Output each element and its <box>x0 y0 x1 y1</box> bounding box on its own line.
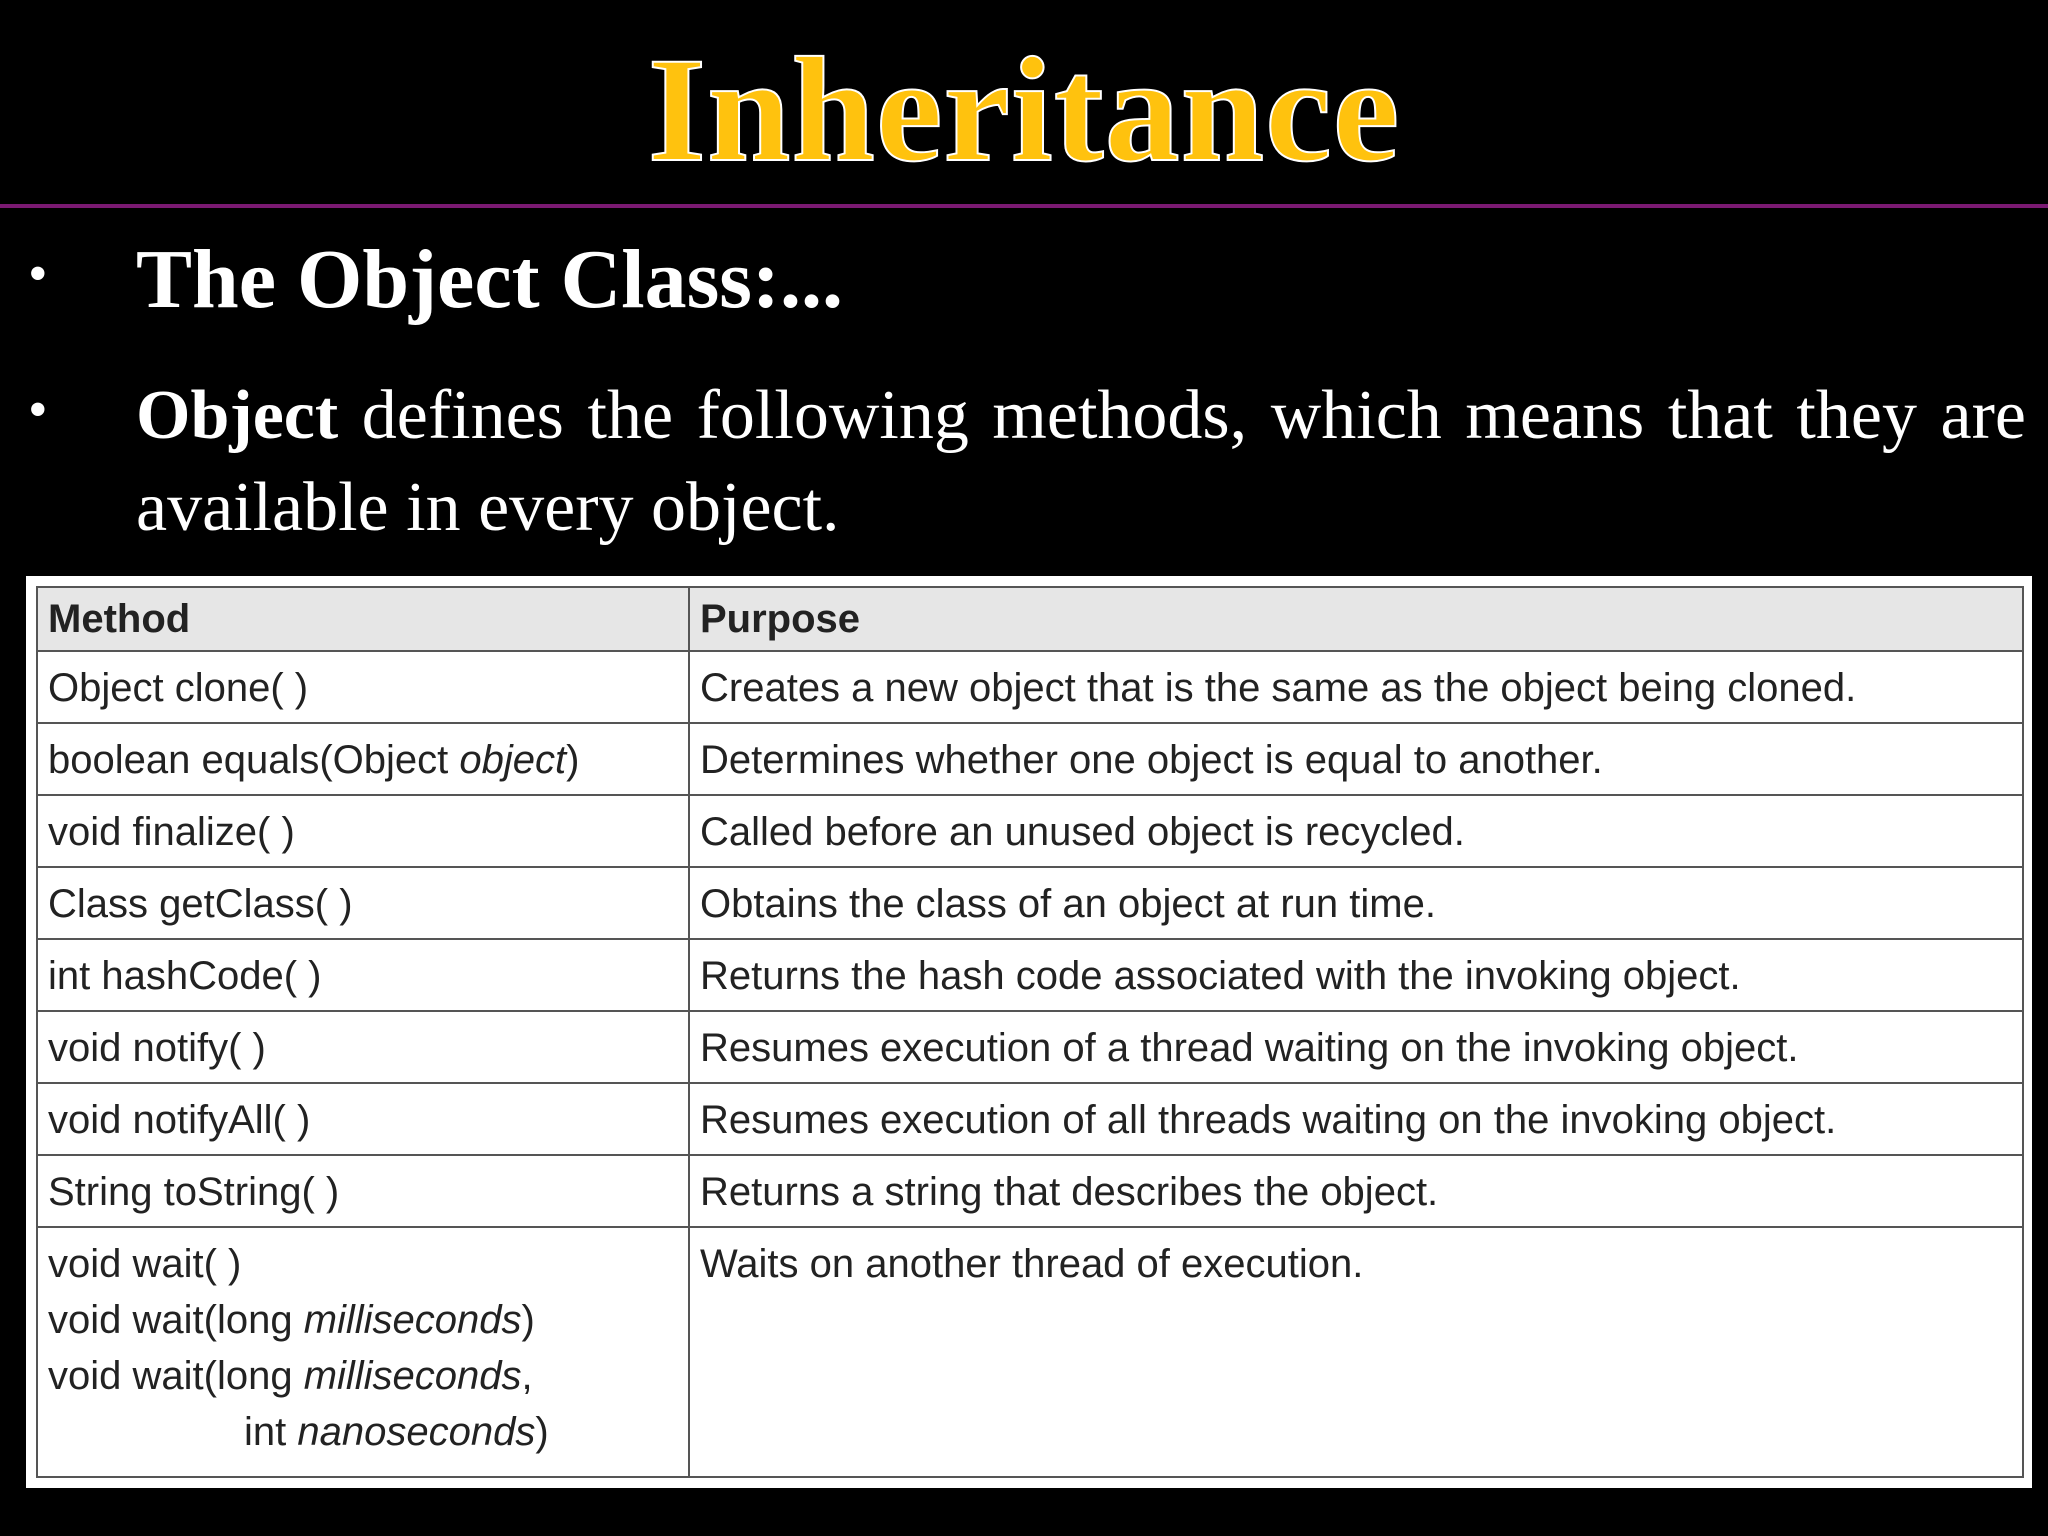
method-text: , <box>521 1354 533 1398</box>
table-row <box>37 1011 2023 1083</box>
method-text: ) <box>521 1298 535 1342</box>
method-param: milliseconds <box>303 1354 522 1398</box>
bullet-object-keyword: Object <box>136 377 339 454</box>
table-row <box>37 795 2023 867</box>
method-param: milliseconds <box>303 1298 522 1342</box>
table-row <box>37 723 2023 795</box>
table-row <box>37 939 2023 1011</box>
title-divider <box>0 204 2048 208</box>
method-param: object <box>459 738 567 782</box>
bullet-object-class: The Object Class:... <box>136 233 843 326</box>
methods-table-container <box>26 576 2032 1488</box>
methods-table <box>36 586 2024 1478</box>
method-text: boolean equals(Object <box>48 738 460 782</box>
purpose-cell: Determines whether one object is equal to another. <box>689 723 2023 795</box>
header-purpose: Purpose <box>689 587 2023 651</box>
wait-signature-3 <box>48 1348 678 1404</box>
table-row <box>37 867 2023 939</box>
purpose-cell: Creates a new object that is the same as the object being cloned. <box>689 651 2023 723</box>
method-cell: void finalize( ) <box>37 795 689 867</box>
purpose-cell: Resumes execution of a thread waiting on the invoking object. <box>689 1011 2023 1083</box>
header-method: Method <box>37 587 689 651</box>
wait-signature-1: void wait( ) <box>48 1242 242 1286</box>
method-cell <box>37 1227 689 1477</box>
purpose-cell: Called before an unused object is recycled. <box>689 795 2023 867</box>
method-cell: void notify( ) <box>37 1011 689 1083</box>
purpose-cell: Returns a string that describes the object. <box>689 1155 2023 1227</box>
method-cell: Class getClass( ) <box>37 867 689 939</box>
method-cell: Object clone( ) <box>37 651 689 723</box>
purpose-cell: Returns the hash code associated with the invoking object. <box>689 939 2023 1011</box>
method-cell: String toString( ) <box>37 1155 689 1227</box>
method-param: nanoseconds <box>297 1410 536 1454</box>
bullet-dot-1: • <box>28 243 48 305</box>
table-header-row <box>37 587 2023 651</box>
method-text: ) <box>535 1410 549 1454</box>
table-row <box>37 1083 2023 1155</box>
purpose-cell: Obtains the class of an object at run time. <box>689 867 2023 939</box>
method-text: void wait(long <box>48 1298 304 1342</box>
method-text: ) <box>566 738 580 782</box>
bullet-object-text: defines the following methods, which means that they are available in every object. <box>136 377 2026 546</box>
slide-title: Inheritance <box>647 27 1401 193</box>
method-text: void wait(long <box>48 1354 304 1398</box>
method-text: int <box>244 1410 298 1454</box>
bullet-object-methods <box>136 370 2026 554</box>
method-cell <box>37 723 689 795</box>
bullet-dot-2: • <box>28 379 48 441</box>
table-row <box>37 651 2023 723</box>
method-cell: void notifyAll( ) <box>37 1083 689 1155</box>
wait-signature-2 <box>48 1292 678 1348</box>
wait-signature-4 <box>48 1404 678 1460</box>
table-row <box>37 1227 2023 1477</box>
purpose-cell: Resumes execution of all threads waiting on the invoking object. <box>689 1083 2023 1155</box>
table-row <box>37 1155 2023 1227</box>
purpose-cell: Waits on another thread of execution. <box>689 1227 2023 1477</box>
method-cell: int hashCode( ) <box>37 939 689 1011</box>
